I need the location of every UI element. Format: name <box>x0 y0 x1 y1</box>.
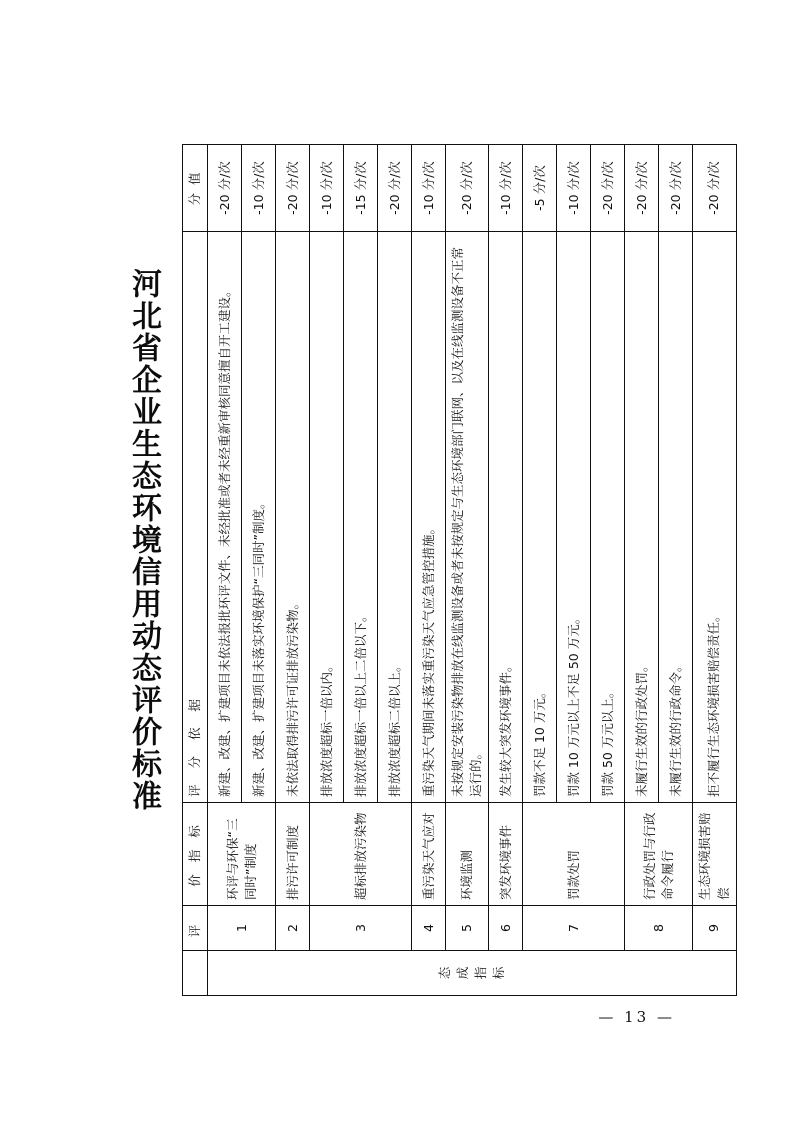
row-index: 重污染天气应对 <box>411 803 445 906</box>
table-row <box>309 145 343 996</box>
row-score: -5 分/次 <box>522 145 556 232</box>
row-score: -15 分/次 <box>343 145 377 232</box>
row-index: 超标排放污染物 <box>309 803 411 906</box>
row-score: -10 分/次 <box>488 145 522 232</box>
table-row <box>624 145 658 996</box>
evaluation-standard-table <box>182 144 737 996</box>
row-basis: 罚款不足 10 万元。 <box>522 232 556 803</box>
rotated-table-inner <box>182 161 793 996</box>
row-basis: 未履行生效的行政命令。 <box>658 232 692 803</box>
row-score: -20 分/次 <box>445 145 488 232</box>
row-score: -20 分/次 <box>692 145 735 232</box>
table-row <box>275 145 309 996</box>
group-label-char: 态 <box>436 966 452 980</box>
header-score: 分 值 <box>182 145 207 232</box>
row-index: 突发环境事件 <box>488 803 522 906</box>
row-number: 1 <box>207 906 275 951</box>
row-index: 环评与环保“三同时”制度 <box>207 803 275 906</box>
table-header-row <box>182 145 207 996</box>
row-index: 生态环境损害赔偿 <box>692 803 735 906</box>
row-basis: 新建、改建、扩建项目未落实环境保护“三同时”制度。 <box>241 232 275 803</box>
table-row <box>522 145 556 996</box>
page-title: 河北省企业生态环境信用动态评价标准 <box>126 268 161 812</box>
group-label-char: 指 <box>472 966 488 980</box>
group-label-char: 成 <box>454 966 470 980</box>
header-index: 价 指 标 <box>182 803 207 906</box>
row-basis: 排放浓度超标一倍以内。 <box>309 232 343 803</box>
row-number: 2 <box>275 906 309 951</box>
row-basis: 重污染天气期间未落实重污染天气应急管控措施。 <box>411 232 445 803</box>
row-score: -20 分/次 <box>207 145 241 232</box>
row-number: 3 <box>309 906 411 951</box>
row-index: 罚款处罚 <box>522 803 624 906</box>
row-index: 环境监测 <box>445 803 488 906</box>
table-row <box>207 145 241 996</box>
table-head <box>182 145 207 996</box>
row-basis: 拒不履行生态环境损害赔偿责任。 <box>692 232 735 803</box>
table-row <box>445 145 488 996</box>
row-score: -20 分/次 <box>275 145 309 232</box>
row-score: -20 分/次 <box>658 145 692 232</box>
row-score: -10 分/次 <box>556 145 590 232</box>
row-number: 9 <box>692 906 735 951</box>
row-basis: 未按规定安装污染物排放在线监测设备或者未按规定与生态环境部门联网、以及在线监测设备不正常运行的。 <box>445 232 488 803</box>
header-group <box>182 951 207 996</box>
row-basis: 排放浓度超标二倍以上。 <box>377 232 411 803</box>
row-score: -20 分/次 <box>377 145 411 232</box>
table-row <box>692 145 735 996</box>
row-basis: 罚款 10 万元以上不足 50 万元。 <box>556 232 590 803</box>
row-number: 6 <box>488 906 522 951</box>
row-number: 7 <box>522 906 624 951</box>
row-number: 4 <box>411 906 445 951</box>
row-basis: 未依法取得排污许可证排放污染物。 <box>275 232 309 803</box>
row-index: 排污许可制度 <box>275 803 309 906</box>
row-score: -10 分/次 <box>411 145 445 232</box>
row-number: 5 <box>445 906 488 951</box>
row-index: 行政处罚与行政命令履行 <box>624 803 692 906</box>
row-basis: 排放浓度超标一倍以上二倍以下。 <box>343 232 377 803</box>
header-basis: 评 分 依 据 <box>182 232 207 803</box>
table-body <box>207 145 736 996</box>
row-basis: 发生较大突发环境事件。 <box>488 232 522 803</box>
row-score: -10 分/次 <box>241 145 275 232</box>
group-label-cell <box>207 951 736 996</box>
table-row <box>488 145 522 996</box>
row-score: -20 分/次 <box>624 145 658 232</box>
group-label-char: 标 <box>490 966 506 980</box>
row-basis: 罚款 50 万元以上。 <box>590 232 624 803</box>
row-score: -10 分/次 <box>309 145 343 232</box>
row-basis: 未履行生效的行政处罚。 <box>624 232 658 803</box>
row-score: -20 分/次 <box>590 145 624 232</box>
row-number: 8 <box>624 906 692 951</box>
header-no: 评 <box>182 906 207 951</box>
table-row <box>411 145 445 996</box>
page-number: — 13 — <box>598 1008 675 1026</box>
row-basis: 新建、改建、扩建项目未依法报批环评文件、未经批准或者未经重新审核同意擅自开工建设。 <box>207 232 241 803</box>
